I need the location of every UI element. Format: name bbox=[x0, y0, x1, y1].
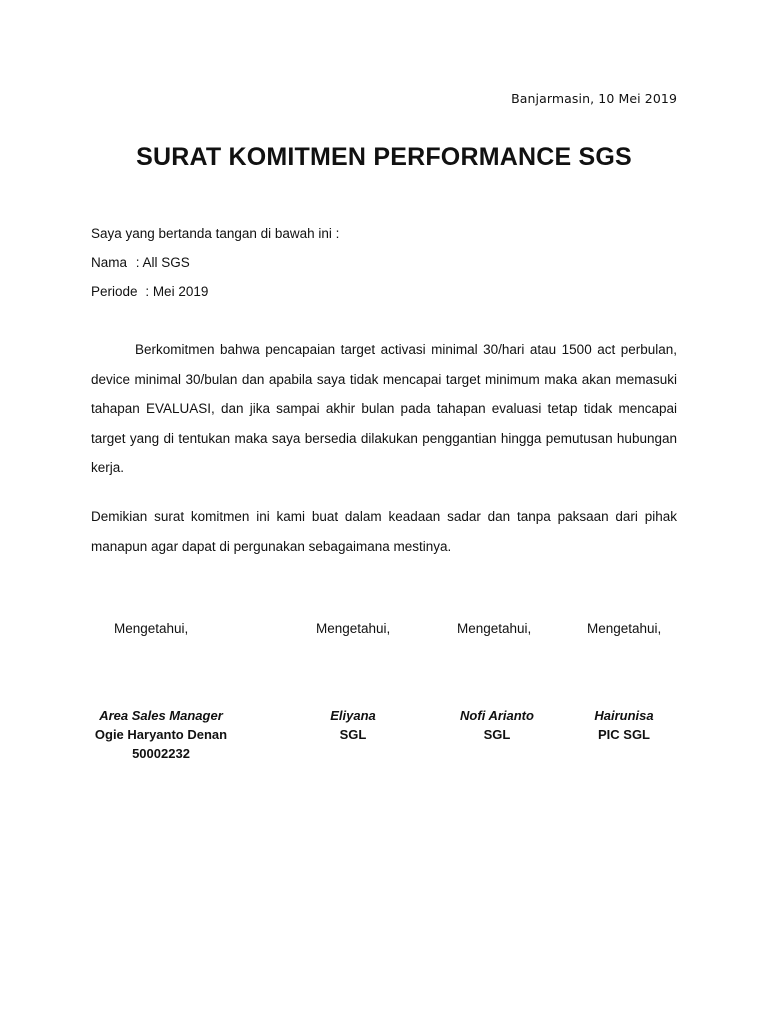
signatory-name: Ogie Haryanto Denan bbox=[94, 727, 228, 742]
signatory-role: Area Sales Manager bbox=[99, 708, 223, 723]
signatory-label: Mengetahui, bbox=[587, 621, 662, 636]
commitment-paragraph: Berkomitmen bahwa pencapaian target activasi minimal 30/hari atau 1500 act perbulan, device minimal 30/bulan dan apabila saya tidak mencapai target minimum maka akan memasuki tahapan EVALUASI, dan jika sampai akhir bulan pada tahapan evaluasi tetap tidak mencapai target yang di tentukan maka saya bersedia dilakukan penggantian hingga pemutusan hubungan kerja. bbox=[91, 342, 677, 475]
letter-title: SURAT KOMITMEN PERFORMANCE SGS bbox=[136, 143, 632, 171]
signatory-position: SGL bbox=[339, 727, 367, 742]
signatory-position: SGL bbox=[483, 727, 511, 742]
nama-label: Nama bbox=[91, 255, 128, 270]
signatory-name: Hairunisa bbox=[594, 708, 654, 723]
signatory-name: Nofi Arianto bbox=[460, 708, 534, 723]
intro-section bbox=[91, 224, 339, 311]
signatory-block-eliyana bbox=[293, 706, 413, 744]
signatory-block-hairunisa bbox=[564, 706, 684, 744]
nama-line bbox=[91, 253, 339, 282]
periode-label: Periode bbox=[91, 284, 138, 299]
date-place-line: Banjarmasin, 10 Mei 2019 bbox=[511, 91, 677, 106]
signatory-label: Mengetahui, bbox=[316, 621, 391, 636]
signatory-name: Eliyana bbox=[330, 708, 376, 723]
signatory-block-nofi-arianto bbox=[437, 706, 557, 744]
signatory-label: Mengetahui, bbox=[114, 621, 189, 636]
signatory-id: 50002232 bbox=[132, 746, 190, 761]
periode-value: : Mei 2019 bbox=[145, 284, 209, 299]
intro-text: Saya yang bertanda tangan di bawah ini : bbox=[91, 226, 340, 241]
signatory-label: Mengetahui, bbox=[457, 621, 532, 636]
closing-paragraph: Demikian surat komitmen ini kami buat dalam keadaan sadar dan tanpa paksaan dari pihak manapun agar dapat di pergunakan sebagaimana mestinya. bbox=[91, 509, 677, 554]
periode-line bbox=[91, 282, 339, 311]
signatory-position: PIC SGL bbox=[597, 727, 650, 742]
signatory-block-area-sales-manager bbox=[76, 706, 246, 763]
nama-value: : All SGS bbox=[135, 255, 190, 270]
